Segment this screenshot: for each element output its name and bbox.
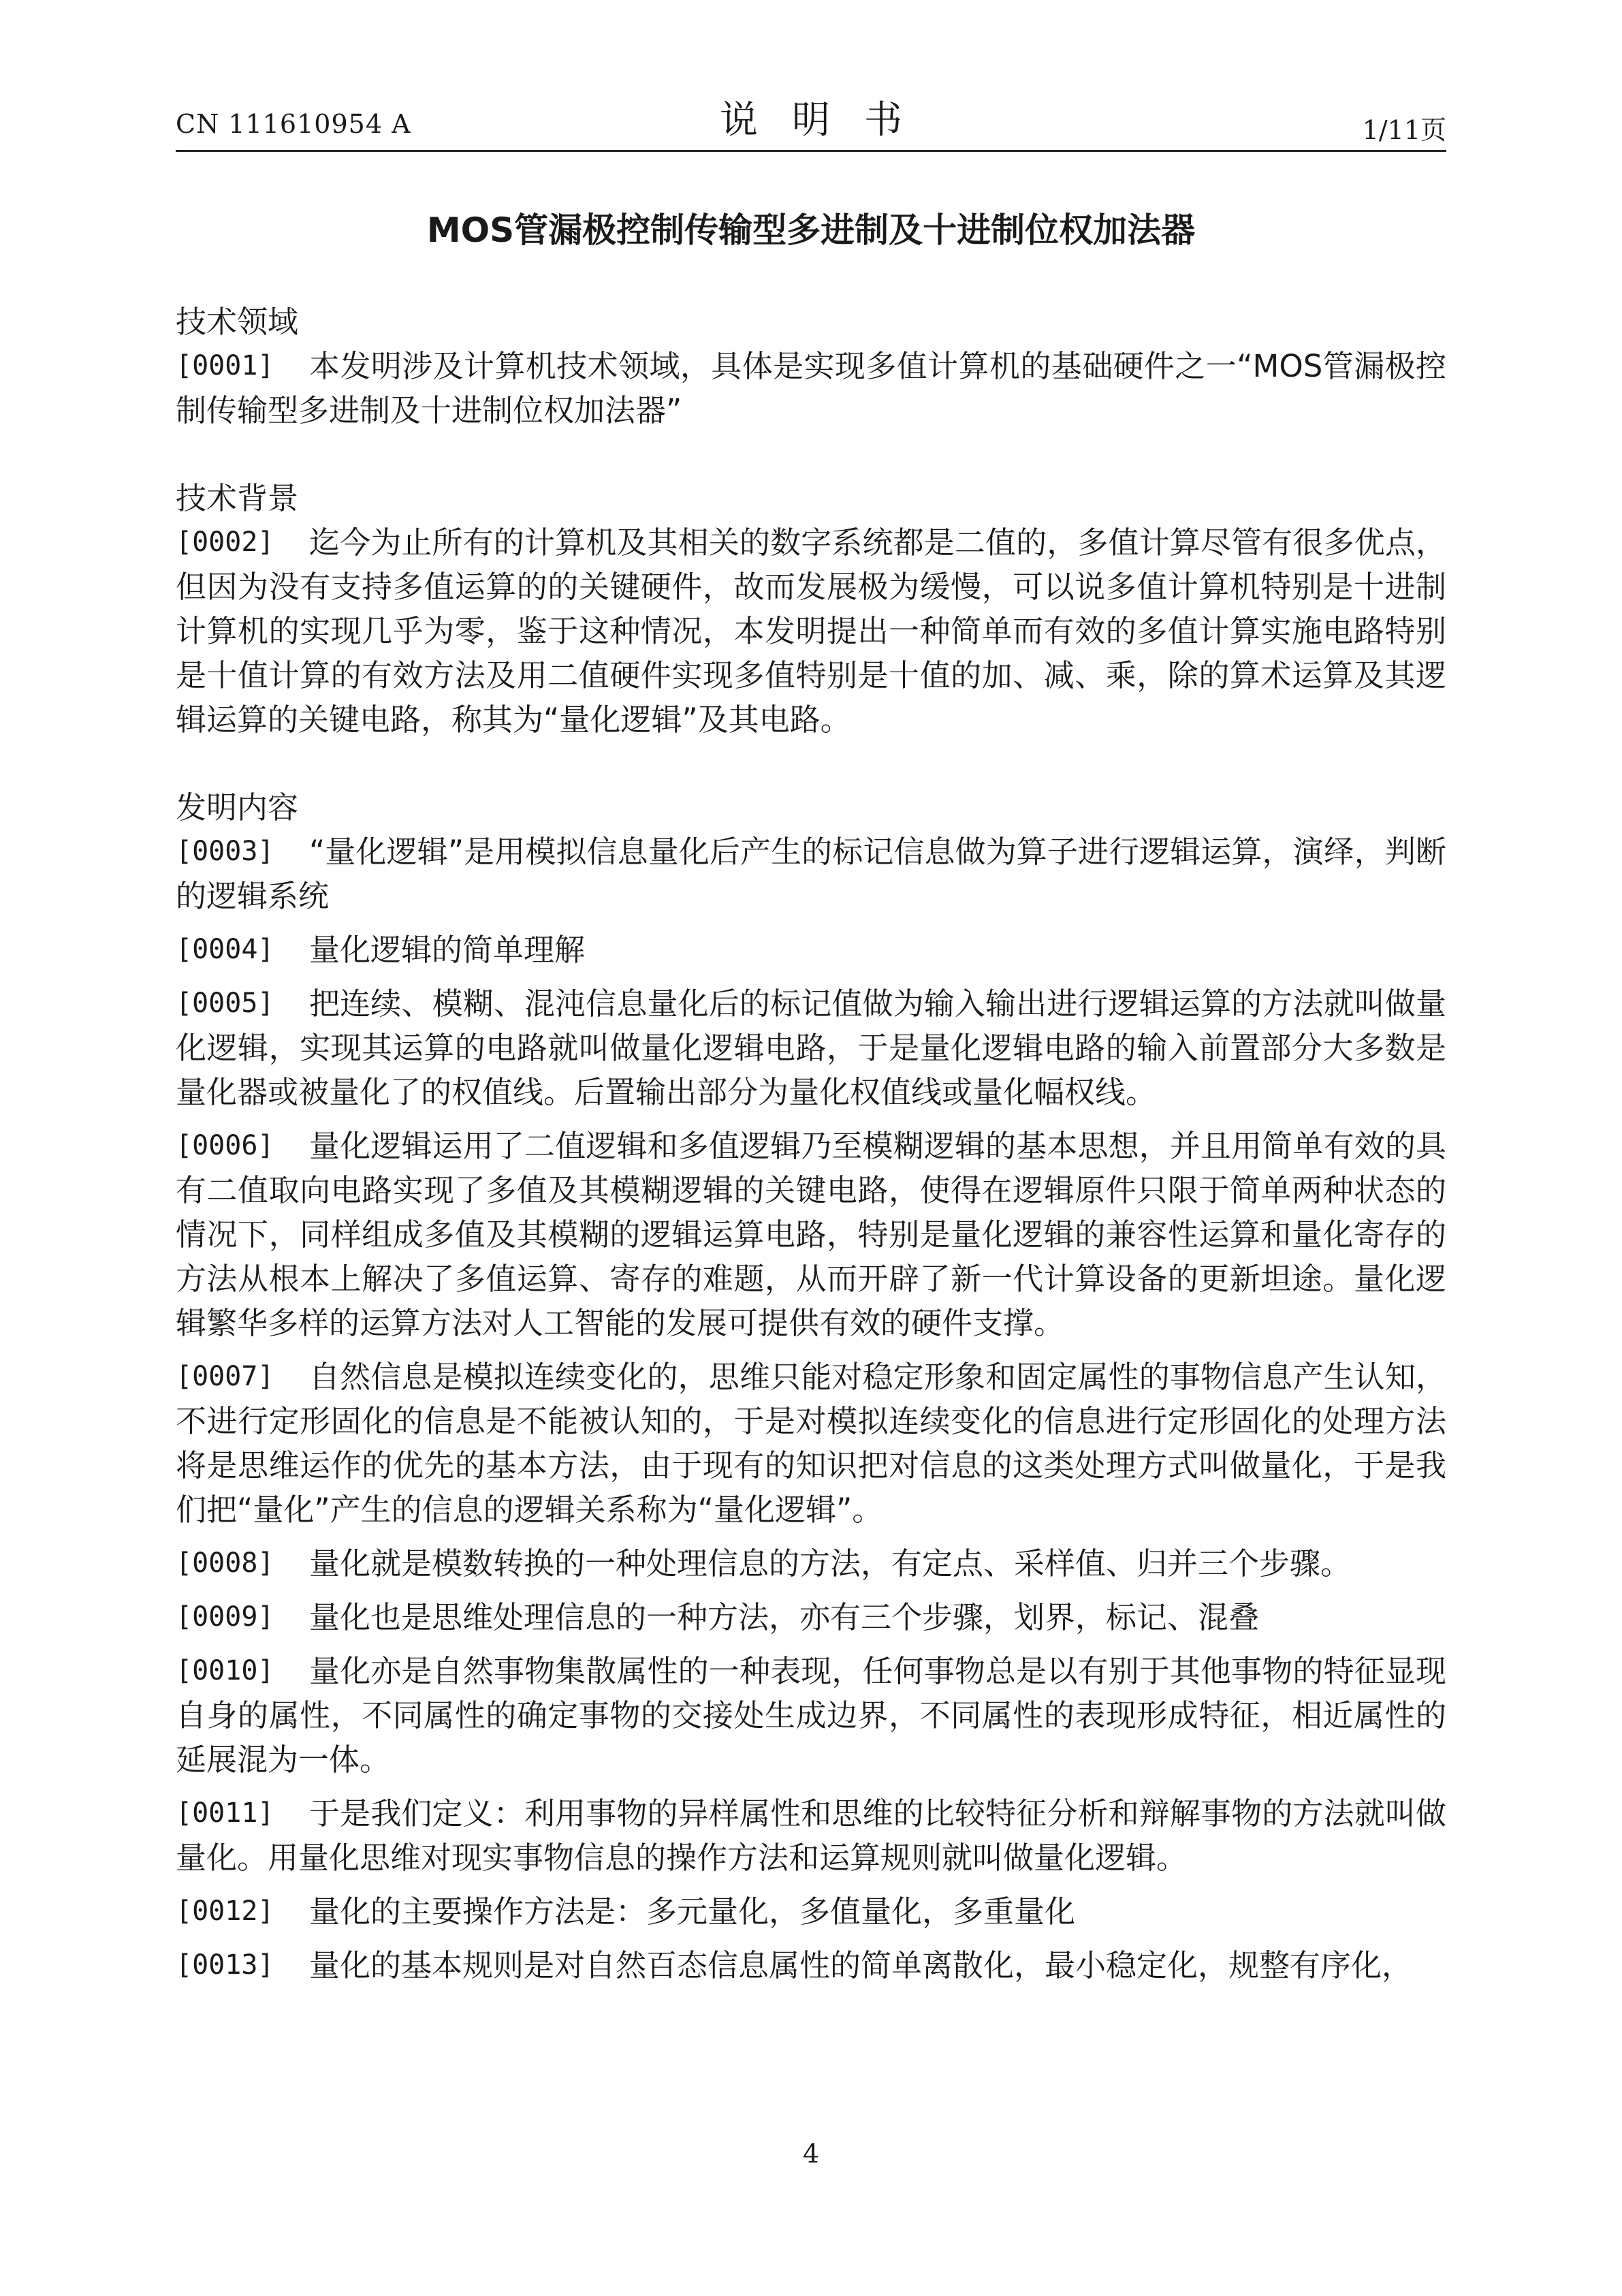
- paragraph-number: [0011]: [176, 1797, 274, 1829]
- paragraph-number: [0006]: [176, 1130, 274, 1161]
- section-background: [176, 476, 1446, 742]
- paragraph-text: 量化的主要操作方法是：多元量化，多值量化，多重量化: [309, 1893, 1076, 1930]
- paragraph-text: 量化逻辑的简单理解: [309, 932, 586, 968]
- paragraph: [176, 981, 1446, 1114]
- paragraph-text: 把连续、模糊、混沌信息量化后的标记值做为输入输出进行逻辑运算的方法就叫做量化逻辑，实现其运算的电路就叫做量化逻辑电路，于是量化逻辑电路的输入前置部分大多数是量化器或被量化了的权值线。后置输出部分为量化权值线或量化幅权线。: [176, 986, 1446, 1110]
- paragraph: [176, 1355, 1446, 1532]
- paragraph-number: [0004]: [176, 934, 274, 965]
- paragraph-text: 量化逻辑运用了二值逻辑和多值逻辑乃至模糊逻辑的基本思想，并且用简单有效的具有二值取向电路实现了多值及其模糊逻辑的关键电路，使得在逻辑原件只限于简单两种状态的情况下，同样组成多值及其模糊的逻辑运算电路，特别是量化逻辑的兼容性运算和量化寄存的方法从根本上解决了多值运算、寄存的难题，从而开辟了新一代计算设备的更新坦途。量化逻辑繁华多样的运算方法对人工智能的发展可提供有效的硬件支撑。: [176, 1128, 1446, 1341]
- paragraph: [176, 1649, 1446, 1782]
- paragraph-number: [0013]: [176, 1949, 274, 1981]
- document-body: [176, 300, 1446, 1997]
- paragraph-number: [0007]: [176, 1361, 274, 1392]
- paragraph: [176, 344, 1446, 433]
- paragraph: [176, 1943, 1446, 1987]
- paragraph-number: [0003]: [176, 836, 274, 867]
- paragraph: [176, 830, 1446, 918]
- paragraph-text: 量化的基本规则是对自然百态信息属性的简单离散化，最小稳定化，规整有序化，: [309, 1947, 1413, 1983]
- paragraph-number: [0005]: [176, 988, 274, 1019]
- paragraph-text: 量化亦是自然事物集散属性的一种表现，任何事物总是以有别于其他事物的特征显现自身的属性，不同属性的确定事物的交接处生成边界，不同属性的表现形成特征，相近属性的延展混为一体。: [176, 1653, 1446, 1778]
- paragraph-text: 量化就是模数转换的一种处理信息的方法，有定点、采样值、归并三个步骤。: [309, 1545, 1352, 1582]
- section-heading: 发明内容: [176, 789, 299, 825]
- section-gap: [176, 442, 1446, 476]
- section-summary: [176, 785, 1446, 1987]
- patent-number: CN 111610954 A: [176, 109, 411, 139]
- section-technical-field: [176, 300, 1446, 433]
- paragraph-number: [0012]: [176, 1896, 274, 1927]
- section-title: 说明书: [720, 98, 936, 142]
- paragraph: [176, 1595, 1446, 1639]
- paragraph-number: [0010]: [176, 1655, 274, 1686]
- paragraph: [176, 928, 1446, 972]
- paragraph: [176, 1541, 1446, 1586]
- paragraph-number: [0002]: [176, 526, 274, 558]
- paragraph: [176, 1889, 1446, 1934]
- document-title: MOS管漏极控制传输型多进制及十进制位权加法器: [426, 210, 1196, 250]
- paragraph: [176, 1124, 1446, 1345]
- paragraph: [176, 520, 1446, 742]
- section-heading: 技术领域: [176, 304, 299, 340]
- paragraph-text: 本发明涉及计算机技术领域，具体是实现多值计算机的基础硬件之一“MOS管漏极控制传输型多进制及十进制位权加法器”: [176, 348, 1446, 428]
- section-gap: [176, 751, 1446, 785]
- paragraph-text: 于是我们定义：利用事物的异样属性和思维的比较特征分析和辩解事物的方法就叫做量化。用量化思维对现实事物信息的操作方法和运算规则就叫做量化逻辑。: [176, 1795, 1446, 1876]
- paragraph-number: [0009]: [176, 1601, 274, 1633]
- paragraph-number: [0008]: [176, 1547, 274, 1579]
- paragraph-text: 量化也是思维处理信息的一种方法，亦有三个步骤，划界，标记、混叠: [309, 1599, 1260, 1635]
- page-of-total: 1/11页: [1362, 115, 1446, 145]
- section-heading: 技术背景: [176, 480, 299, 516]
- paragraph-text: “量化逻辑”是用模拟信息量化后产生的标记信息做为算子进行逻辑运算，演绎，判断的逻辑系统: [176, 834, 1446, 914]
- paragraph-number: [0001]: [176, 350, 274, 381]
- paragraph-text: 自然信息是模拟连续变化的，思维只能对稳定形象和固定属性的事物信息产生认知，不进行定形固化的信息是不能被认知的，于是对模拟连续变化的信息进行定形固化的处理方法将是思维运作的优先的基本方法，由于现有的知识把对信息的这类处理方式叫做量化，于是我们把“量化”产生的信息的逻辑关系称为“量化逻辑”。: [176, 1359, 1446, 1528]
- page-number: 4: [802, 2139, 820, 2169]
- paragraph: [176, 1791, 1446, 1880]
- paragraph-text: 迄今为止所有的计算机及其相关的数字系统都是二值的，多值计算尽管有很多优点，但因为没有支持多值运算的的关键硬件，故而发展极为缓慢，可以说多值计算机特别是十进制计算机的实现几乎为零，鉴于这种情况，本发明提出一种简单而有效的多值计算实施电路特别是十值计算的有效方法及用二值硬件实现多值特别是十值的加、减、乘，除的算术运算及其逻辑运算的关键电路，称其为“量化逻辑”及其电路。: [176, 524, 1446, 738]
- header-divider: [176, 150, 1446, 152]
